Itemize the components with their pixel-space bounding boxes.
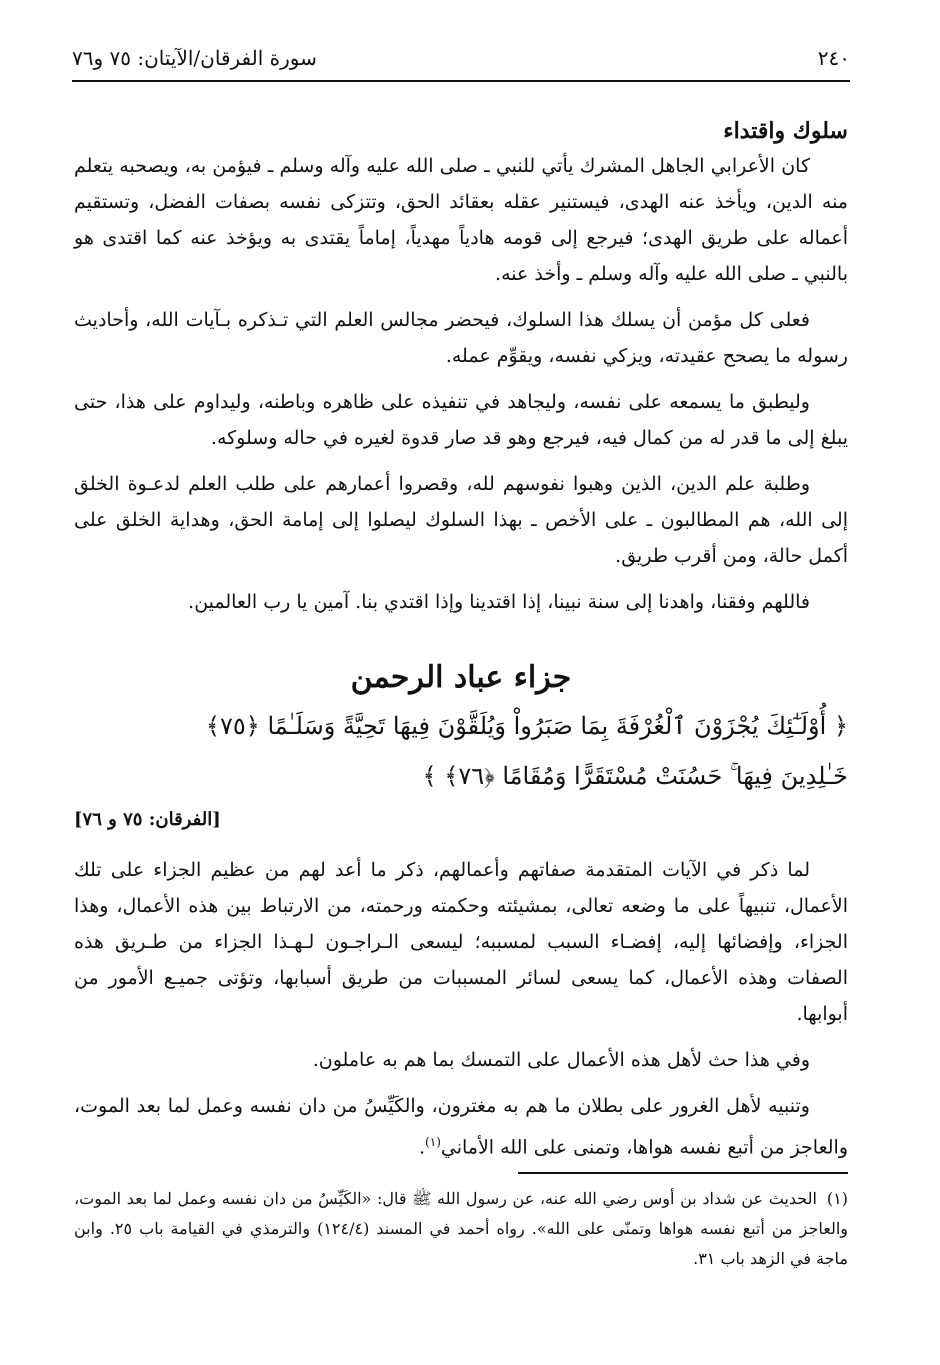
paragraph: لما ذكر في الآيات المتقدمة صفاتهم وأعمالهم، ذكر ما أعد لهم من عظيم الجزاء على تلك الأعمال، تنبيهاً على ما وضعه تعالى، بمشيئته وحكمته ورحمته، من الارتباط بين هذه الأعمال، وهذا الجزاء، وإفضائها إليه، إفضـاء السبب لمسببه؛ ليسعى الـراجـون لـهـذا الجزاء من طـريق هذه الصفات وهذه الأعمال، كما يسعى لسائر المسببات من طريق أسبابها، وتؤتى جميـع الأمور من أبوابها. xyxy=(74,859,848,1025)
paragraph: فاللهم وفقنا، واهدنا إلى سنة نبينا، إذا اقتدينا وإذا اقتدي بنا. آمين يا رب العالمين. xyxy=(188,591,810,613)
section-heading-conduct: سلوك واقتداء xyxy=(723,118,848,144)
footnote-text: الحديث عن شداد بن أوس رضي الله عنه، عن رسول الله ﷺ قال: «الكَيِّسُ من دان نفسه وعمل لما بعد الموت، والعاجز من أتبع نفسه هواها وتمنّى على الله». رواه أحمد في المسند (١٢٤/٤) والترمذي في القيامة باب ٢٥. وابن ماجة في الزهد باب ٣١. xyxy=(74,1189,848,1268)
paragraph xyxy=(74,1088,848,1165)
header-divider xyxy=(72,80,850,82)
section-conduct xyxy=(74,118,848,630)
quran-verse-line-1: ﴿ أُوْلَـٰٓئِكَ يُجْزَوْنَ ٱلْغُرْفَةَ بِمَا صَبَرُواْ وَيُلَقَّوْنَ فِيهَا تَحِيَّةً وَسَلَـٰمًا ﴿٧٥﴾ xyxy=(205,712,848,740)
verse-citation: [الفرقان: ٧٥ و ٧٦] xyxy=(74,809,221,830)
paragraph-end: . xyxy=(419,1136,426,1159)
paragraph-text: وتنبيه لأهل الغرور على بطلان ما هم به مغترون، والكَيِّسُ من دان نفسه وعمل لما بعد الموت، والعاجز من أتبع نفسه هواها، وتمنى على الله الأماني xyxy=(74,1095,848,1159)
quran-verse-line-2: خَـٰلِدِينَ فِيهَا ۚ حَسُنَتْ مُسْتَقَرًّا وَمُقَامًا ﴿٧٦﴾ ﴾ xyxy=(422,762,848,790)
section-reward xyxy=(74,660,848,830)
section-reward-body xyxy=(74,852,848,1175)
footnote-number: (١) xyxy=(826,1189,848,1208)
paragraph: كان الأعرابي الجاهل المشرك يأتي للنبي ـ صلى الله عليه وآله وسلم ـ فيؤمن به، ويصحبه يتعلم منه الدين، ويأخذ عنه الهدى، فيستنير عقله بعقائد الحق، وتتزكى نفسه بصفات الفضل، وتستقيم أعماله على طريق الهدى؛ فيرجع إلى قومه هادياً مهدياً، إماماً يقتدى به ويؤخذ عنه كما اقتدى هو بالنبي ـ صلى الله عليه وآله وسلم ـ وأخذ عنه. xyxy=(74,155,848,285)
paragraph: وطلبة علم الدين، الذين وهبوا نفوسهم لله، وقصروا أعمارهم على طلب العلم لدعـوة الخلق إلى الله، هم المطالبون ـ على الأخص ـ بهذا السلوك ليصلوا إلى إمامة الحق، وهداية الخلق على أكمل حالة، ومن أقرب طريق. xyxy=(74,473,848,567)
running-title: سورة الفرقان/الآيتان: ٧٥ و٧٦ xyxy=(72,46,317,70)
footnote-divider xyxy=(518,1172,848,1174)
footnote xyxy=(74,1184,848,1274)
paragraph: وفي هذا حث لأهل هذه الأعمال على التمسك بما هم به عاملون. xyxy=(312,1049,810,1071)
page-number: ٢٤٠ xyxy=(817,46,850,70)
section-heading-reward: جزاء عباد الرحمن xyxy=(350,660,572,695)
paragraph: وليطبق ما يسمعه على نفسه، وليجاهد في تنفيذه على ظاهره وباطنه، وليداوم على هذا، حتى يبلغ إلى ما قدر له من كمال فيه، فيرجع وهو قد صار قدوة لغيره في حاله وسلوكه. xyxy=(74,391,848,449)
footnote-reference[interactable]: (١) xyxy=(425,1135,441,1149)
page-header xyxy=(72,40,850,76)
paragraph: فعلى كل مؤمن أن يسلك هذا السلوك، فيحضر مجالس العلم التي تـذكره بـآيات الله، وأحاديث رسوله ما يصحح عقيدته، ويزكي نفسه، ويقوِّم عمله. xyxy=(74,309,848,367)
